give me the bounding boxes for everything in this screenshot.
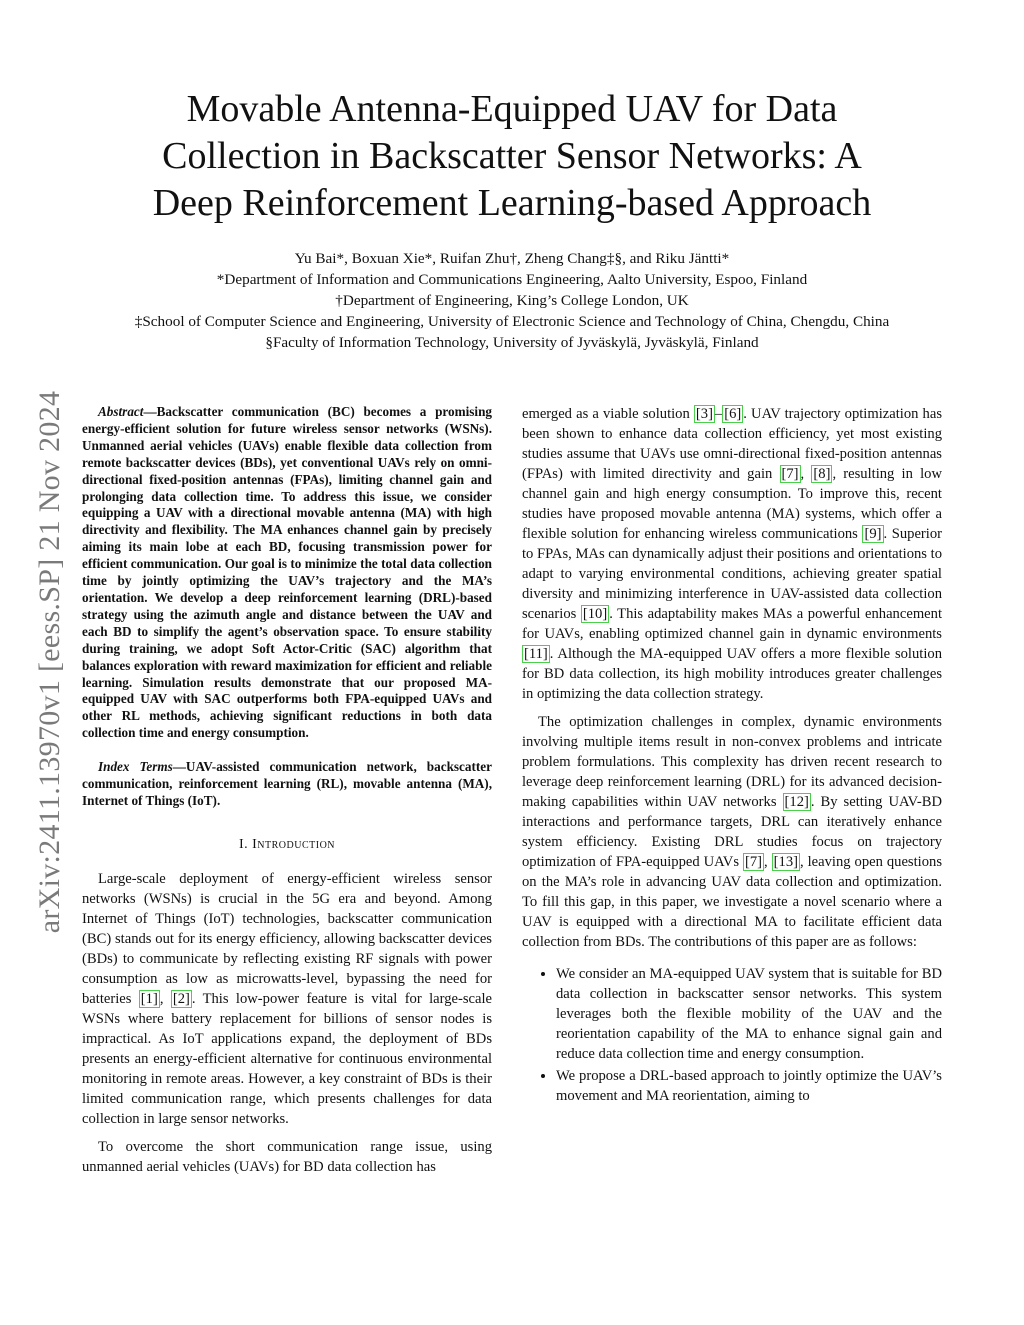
- citation-link[interactable]: [1]: [140, 991, 158, 1008]
- intro-paragraph: [522, 712, 942, 952]
- section-heading: [82, 835, 492, 855]
- citation-link[interactable]: [7]: [745, 854, 763, 870]
- affiliation: ‡School of Computer Science and Engineering, University of Electronic Science and Technology of China, Chengdu, China: [134, 313, 890, 330]
- paper-title: [110, 86, 914, 227]
- paragraph-text: . Although the MA-equipped UAV offers a more flexible solution for BD data collection, its high mobility introduces greater challenges in optimizing the data collection strategy.: [522, 646, 942, 702]
- citation-link[interactable]: [6]: [724, 406, 742, 422]
- abstract-text: —Backscatter communication (BC) becomes a promising energy-efficient solution for future wireless sensor networks (WSNs). Unmanned aerial vehicles (UAVs) enable flexible data collection from remote backscatter devices (BDs), yet conventional UAVs rely on omni-directional fixed-position antennas (FPAs), limiting channel gain and prolonging data collection time. To address this issue, we consider equipping a UAV with a directional movable antenna (MA) with high directivity and flexibility. The MA enhances channel gain by precisely aiming its main lobe at each BD, focusing transmission power for efficient communication. Our goal is to minimize the total data collection time by jointly optimizing the UAV’s trajectory and the MA’s orientation. We develop a deep reinforcement learning (DRL)-based strategy using the azimuth angle and distance between the UAV and each BD to simplify the agent’s observation space. To ensure stability during training, we adopt Soft Actor-Critic (SAC) algorithm that balances exploration with reward maximization for efficient and reliable learning. Simulation results demonstrate that our proposed MA-equipped UAV with SAC outperforms both FPA-equipped UAVs and other RL methods, achieving significant reductions in both data collection time and energy consumption.: [82, 404, 492, 741]
- abstract-label: Abstract: [98, 404, 144, 419]
- affiliation: §Faculty of Information Technology, University of Jyväskylä, Jyväskylä, Finland: [265, 334, 759, 351]
- contribution-item: • We propose a DRL-based approach to jointly optimize the UAV’s movement and MA reorientation, aiming to: [556, 1066, 942, 1106]
- index-terms-label: Index Terms: [98, 759, 173, 775]
- title-line: Deep Reinforcement Learning-based Approach: [152, 182, 872, 224]
- section-title: Introduction: [252, 837, 336, 853]
- affiliation: *Department of Information and Communications Engineering, Aalto University, Espoo, Finland: [216, 271, 808, 288]
- paragraph-text: . Superior to FPAs, MAs can dynamically adjust their positions and orientations to adapt to varying environmental conditions, achieving greater spatial diversity and minimizing interference in UAV-assisted data collection scenarios: [522, 526, 943, 622]
- index-terms-text: —UAV-assisted communication network, backscatter communication, reinforcement learning (RL), movable antenna (MA), Internet of Things (IoT).: [82, 759, 492, 809]
- citation-link[interactable]: [8]: [813, 466, 831, 482]
- index-terms: [82, 758, 492, 809]
- paragraph-text: ,: [764, 854, 772, 870]
- intro-paragraph: To overcome the short communication range issue, using unmanned aerial vehicles (UAVs) for BD data collection has: [82, 1139, 492, 1176]
- affiliation: †Department of Engineering, King’s College London, UK: [335, 292, 689, 309]
- citation-link[interactable]: [13]: [773, 854, 798, 870]
- contribution-item: • We consider an MA-equipped UAV system that is suitable for BD data collection in backscatter sensor networks. This system leverages both the flexible mobility of the UAV and the reorientation capability of the MA to enhance signal gain and reduce data collection time and energy consumption.: [556, 964, 942, 1064]
- intro-paragraph: [82, 869, 492, 1129]
- citation-link[interactable]: [9]: [864, 526, 882, 542]
- paragraph-text: . By setting UAV-BD interactions and performance targets, DRL can iteratively enhance system efficiency. Existing DRL studies focus on trajectory optimization of FPA-equipped UAVs: [522, 794, 942, 870]
- citation-link[interactable]: [2]: [172, 991, 190, 1008]
- title-line: Collection in Backscatter Sensor Networks: A: [162, 135, 862, 177]
- paragraph-text: emerged as a viable solution: [522, 406, 694, 422]
- paragraph-text: . UAV trajectory optimization has been shown to enhance data collection efficiency, yet most existing studies assume that UAVs use omni-directional fixed-position antennas (FPAs) with limited directivity and gain: [522, 406, 942, 482]
- paragraph-text: The optimization challenges in complex, dynamic environments involving multiple items result in non-convex problems and intricate problem formulations. This complexity has driven recent research to leverage deep reinforcement learning (DRL) for its advanced decision-making capabilities within UAV networks: [522, 714, 942, 810]
- paragraph-text: ,: [159, 991, 171, 1008]
- paragraph-text: ,: [800, 466, 812, 482]
- paragraph-text: . This low-power feature is vital for large-scale WSNs where battery replacement for billions of sensor nodes is impractical. As IoT applications expand, the deployment of BDs presents an energy-efficient alternative for continuous environmental monitoring in remote areas. However, a key constraint of BDs is their limited communication range, which presents challenges for data collection in large sensor networks.: [82, 991, 492, 1128]
- author-block: [60, 248, 964, 353]
- citation-link[interactable]: [11]: [524, 646, 548, 662]
- citation-link[interactable]: [7]: [781, 466, 799, 482]
- title-line: Movable Antenna-Equipped UAV for Data: [186, 88, 838, 130]
- paragraph-text: , leaving open questions on the MA’s role in advancing UAV data collection and optimization. To fill this gap, in this paper, we investigate a novel scenario where a UAV is equipped with a directional MA to facilitate efficient data collection from BDs. The contributions of this paper are as follows:: [522, 854, 942, 950]
- citation-link[interactable]: [12]: [784, 794, 809, 810]
- section-number: I.: [238, 837, 249, 853]
- abstract: [82, 404, 492, 742]
- citation-link[interactable]: [10]: [582, 606, 608, 622]
- arxiv-side-stamp: arXiv:2411.13970v1 [eess.SP] 21 Nov 2024: [33, 390, 66, 934]
- left-column: [82, 404, 492, 1185]
- paragraph-text: Large-scale deployment of energy-efficient wireless sensor networks (WSNs) is crucial in the 5G era and beyond. Among Internet of Things (IoT) technologies, backscatter communication (BC) stands out for its energy efficiency, allowing backscatter devices (BDs) to communicate by reflecting existing RF signals with power consumption as low as microwatts-level, bypassing the need for batteries: [82, 871, 492, 1008]
- intro-paragraph: [522, 404, 942, 704]
- paragraph-text: –: [714, 406, 723, 422]
- contributions-list: [522, 964, 942, 1106]
- paragraph-text: , resulting in low channel gain and high energy consumption. To improve this, recent studies have proposed movable antenna (MA) systems, which offer a flexible solution for enhancing wireless communications: [522, 466, 943, 542]
- right-column: [522, 404, 942, 1108]
- paragraph-text: . This adaptability makes MAs a powerful enhancement for UAVs, enabling optimized channel gain in dynamic environments: [522, 606, 942, 642]
- citation-link[interactable]: [3]: [695, 406, 713, 422]
- author-names: Yu Bai*, Boxuan Xie*, Ruifan Zhu†, Zheng Chang‡§, and Riku Jäntti*: [294, 250, 730, 267]
